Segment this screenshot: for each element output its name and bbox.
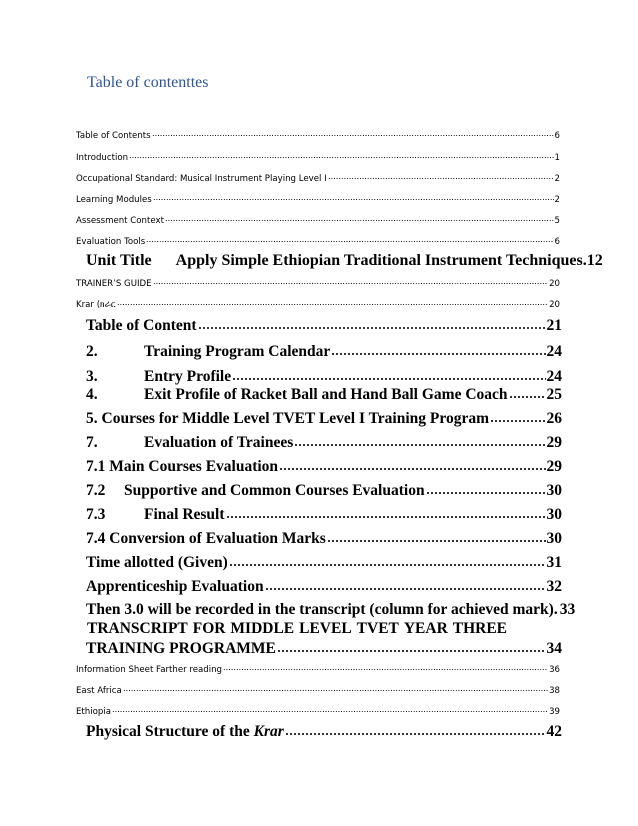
toc-entry[interactable] <box>76 663 560 675</box>
toc-entry-title: Supportive and Common Courses Evaluation <box>124 482 425 499</box>
toc-unit-title[interactable] <box>86 252 603 272</box>
toc-entry-bold[interactable] <box>86 385 562 405</box>
toc-entry-page: 39 <box>549 707 560 717</box>
transcript-word: FOR <box>192 620 226 637</box>
toc-entry-page: 36 <box>549 665 560 675</box>
toc-entry-page: 30 <box>546 530 562 547</box>
toc-entry-page: 2 <box>554 174 560 184</box>
transcript-word: THREE <box>452 620 507 637</box>
dot-leader <box>279 457 545 471</box>
toc-entry-page: 30 <box>546 506 562 523</box>
dot-leader <box>327 529 546 543</box>
toc-entry[interactable] <box>76 705 560 717</box>
toc-entry-title: Evaluation Tools <box>76 237 146 247</box>
toc-entry-title: Training Program Calendar <box>144 343 331 360</box>
toc-entry-title: Occupational Standard: Musical Instrument Playing Level I <box>76 174 327 184</box>
dot-leader <box>509 385 546 399</box>
toc-entry-title: Then 3.0 will be recorded in the transcript (column for achieved mark). <box>86 601 558 618</box>
toc-entry-title: Entry Profile <box>144 368 232 385</box>
toc-entry-title: 5. Courses for Middle Level TVET Level I Training Program <box>86 410 489 427</box>
toc-entry-title: Table of Contents <box>76 131 151 141</box>
dot-leader <box>328 172 554 181</box>
dot-leader <box>285 722 546 736</box>
toc-entry-page: 29 <box>546 458 562 475</box>
toc-entry-title: 7.1 Main Courses Evaluation <box>86 458 279 475</box>
toc-entry-title: 7.4 Conversion of Evaluation Marks <box>86 530 326 547</box>
toc-entry-title: Ethiopia <box>76 707 112 717</box>
toc-entry-page: 21 <box>546 317 562 334</box>
transcript-word: TRANSCRIPT <box>87 620 188 637</box>
toc-entry-number: 7.3 <box>86 506 106 523</box>
toc-entry-bold[interactable] <box>86 639 562 659</box>
dot-leader <box>229 553 546 567</box>
dot-leader <box>153 277 548 286</box>
toc-entry-page: 6 <box>554 131 560 141</box>
dot-leader <box>426 481 546 495</box>
toc-entry-bold[interactable] <box>86 481 562 501</box>
toc-entry-page: 2 <box>554 195 560 205</box>
transcript-word: TVET <box>356 620 399 637</box>
transcript-word: MIDDLE <box>230 620 295 637</box>
toc-entry-title: Exit Profile of Racket Ball and Hand Ball Game Coach <box>144 386 508 403</box>
toc-transcript-line1[interactable] <box>87 620 507 638</box>
toc-entry-page: 1 <box>554 153 560 163</box>
toc-entry[interactable] <box>76 235 560 247</box>
toc-entry-title: Assessment Context <box>76 216 164 226</box>
toc-entry-page: 29 <box>546 434 562 451</box>
toc-entry-title: Table of Content <box>86 317 197 334</box>
toc-entry-bold[interactable] <box>86 600 576 620</box>
toc-entry-title: Learning Modules <box>76 195 152 205</box>
transcript-word: LEVEL <box>299 620 352 637</box>
toc-entry-page: 34 <box>546 640 562 657</box>
toc-entry-page: 26 <box>546 410 562 427</box>
toc-entry[interactable] <box>76 193 560 205</box>
toc-entry-bold[interactable] <box>86 529 562 549</box>
toc-entry-page: 32 <box>546 578 562 595</box>
toc-entry[interactable] <box>76 151 560 163</box>
toc-entry[interactable] <box>76 214 560 226</box>
toc-entry-bold[interactable] <box>86 457 562 477</box>
toc-entry-title: Time allotted (Given) <box>86 554 228 571</box>
toc-entry-page: 5 <box>554 216 560 226</box>
unit-title-text: Apply Simple Ethiopian Traditional Instrument Techniques <box>175 252 583 269</box>
toc-entry-bold[interactable] <box>86 409 562 429</box>
toc-entry-page: 42 <box>546 723 562 740</box>
toc-entry-bold[interactable] <box>86 367 562 387</box>
toc-entry-title: Apprenticeship Evaluation <box>86 578 264 595</box>
toc-entry-title: TRAINER’S GUIDE <box>76 279 152 289</box>
toc-entry-page: 30 <box>546 482 562 499</box>
transcript-word: YEAR <box>403 620 448 637</box>
dot-leader <box>198 316 546 330</box>
dot-leader <box>226 505 546 519</box>
toc-entry-title: Introduction <box>76 153 129 163</box>
toc-entry-number: 7. <box>86 434 98 451</box>
toc-entry[interactable] <box>76 684 560 696</box>
toc-entry-number: 2. <box>86 343 98 360</box>
toc-entry-number: 4. <box>86 386 98 403</box>
toc-entry-title: Information Sheet Farther reading <box>76 665 223 675</box>
toc-entry-bold[interactable] <box>86 316 562 336</box>
unit-label: Unit Title <box>86 252 152 269</box>
toc-entry-bold[interactable] <box>86 433 562 453</box>
toc-entry-bold[interactable] <box>86 505 562 525</box>
dot-leader <box>277 639 546 653</box>
toc-entry-title: Final Result <box>144 506 225 523</box>
dot-leader <box>117 298 548 307</box>
dot-leader <box>265 577 546 591</box>
unit-page: .12 <box>582 252 603 269</box>
toc-entry-page: 24 <box>546 343 562 360</box>
dot-leader <box>153 193 554 202</box>
toc-entry-page: 24 <box>546 368 562 385</box>
toc-entry-page: 33 <box>559 601 576 618</box>
toc-entry[interactable] <box>76 172 560 184</box>
toc-entry-page: 20 <box>549 300 560 310</box>
toc-entry-bold[interactable] <box>86 553 562 573</box>
toc-entry-title: Physical Structure of the <box>86 723 254 740</box>
dot-leader <box>146 235 553 244</box>
toc-entry-bold[interactable] <box>86 342 562 362</box>
dot-leader <box>129 151 553 160</box>
dot-leader <box>152 129 554 138</box>
toc-entry-page: 31 <box>546 554 562 571</box>
dot-leader <box>123 684 548 693</box>
toc-entry-title: TRAINING PROGRAMME <box>86 640 276 657</box>
dot-leader <box>232 367 545 381</box>
toc-entry-number: 7.2 <box>86 482 106 499</box>
toc-entry-bold[interactable] <box>86 577 562 597</box>
toc-entry-page: 25 <box>546 386 562 403</box>
toc-entry-title: East Africa <box>76 686 122 696</box>
toc-entry[interactable] <box>76 129 560 141</box>
toc-entry-bold[interactable] <box>86 722 562 742</box>
toc-entry-title-italic: Krar <box>253 723 284 740</box>
dot-leader <box>490 409 546 423</box>
dot-leader <box>223 663 548 672</box>
toc-entry[interactable] <box>76 298 560 310</box>
toc-entry-title: Evaluation of Trainees <box>144 434 294 451</box>
toc-entry[interactable] <box>76 277 560 289</box>
toc-entry-number: 3. <box>86 368 98 385</box>
dot-leader <box>112 705 548 714</box>
dot-leader <box>331 342 545 356</box>
toc-entry-page: 6 <box>554 237 560 247</box>
toc-heading: Table of contenttes <box>87 74 209 91</box>
dot-leader <box>165 214 554 223</box>
toc-entry-page: 20 <box>549 279 560 289</box>
toc-entry-title: Krar (ክራር <box>76 300 116 310</box>
toc-entry-page: 38 <box>549 686 560 696</box>
dot-leader <box>294 433 545 447</box>
